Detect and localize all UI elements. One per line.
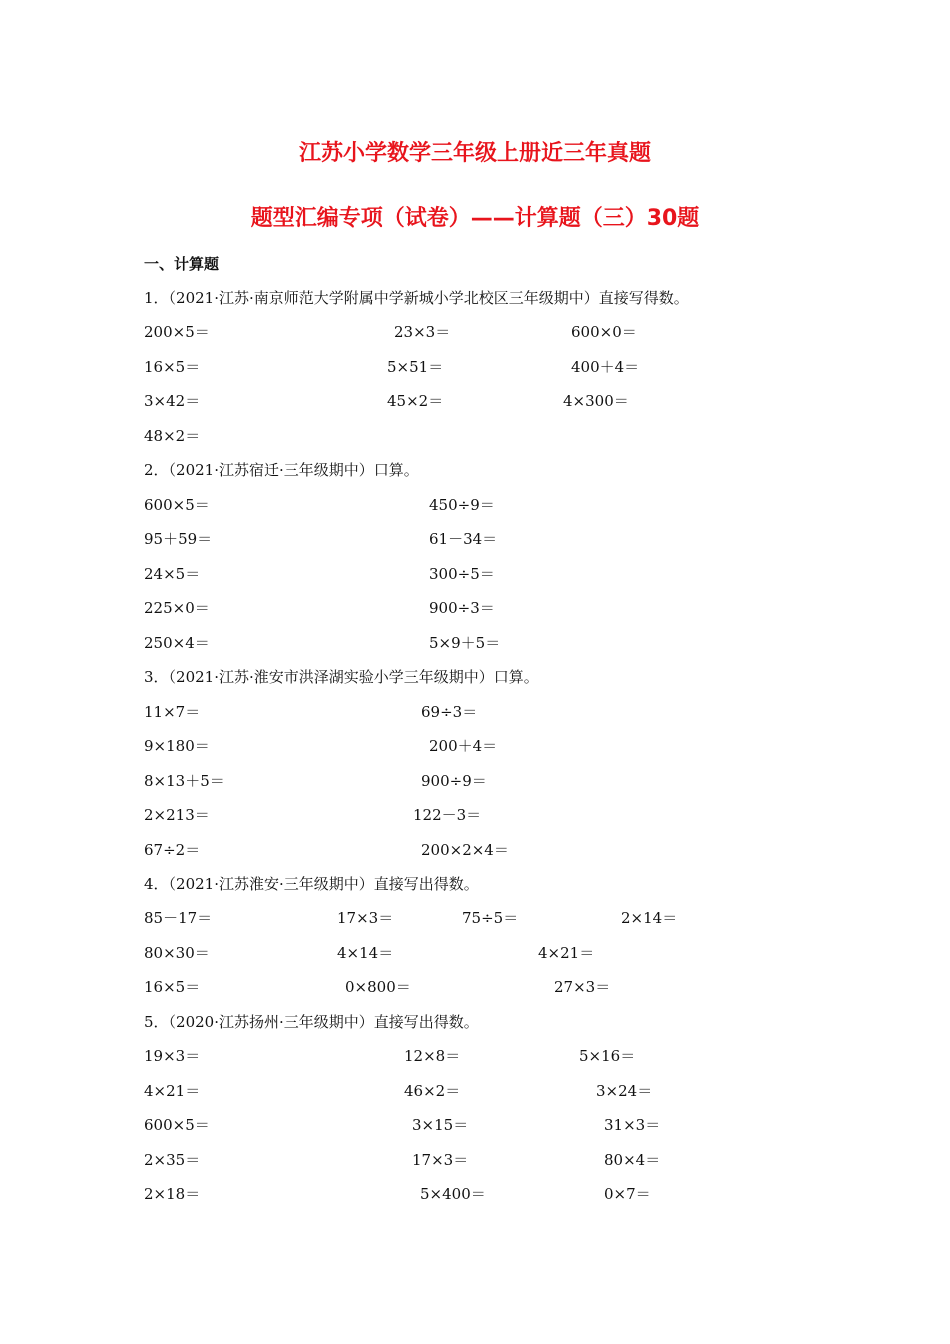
q3-r1-c2: 69÷3＝ xyxy=(421,703,478,721)
q5-r1-c2: 12×8＝ xyxy=(404,1047,461,1065)
q1-r3-c3: 4×300＝ xyxy=(563,392,629,410)
q5-r5-c2: 5×400＝ xyxy=(420,1185,486,1203)
q5-r2-c2: 46×2＝ xyxy=(404,1082,461,1100)
q4-r1-c1: 85－17＝ xyxy=(144,909,213,927)
question-1-header: 1．（2021·江苏·南京师范大学附属中学新城小学北校区三年级期中）直接写得数。 xyxy=(144,289,689,307)
q5-r4-c3: 80×4＝ xyxy=(604,1151,661,1169)
q4-r3-c2: 0×800＝ xyxy=(345,978,411,996)
q5-r5-c3: 0×7＝ xyxy=(604,1185,651,1203)
q3-r5-c1: 67÷2＝ xyxy=(144,841,201,859)
q5-r3-c1: 600×5＝ xyxy=(144,1116,210,1134)
q2-r4-c1: 225×0＝ xyxy=(144,599,210,617)
q1-r1-c2: 23×3＝ xyxy=(394,323,451,341)
q3-r3-c2: 900÷9＝ xyxy=(421,772,487,790)
q2-r3-c2: 300÷5＝ xyxy=(429,565,495,583)
q5-r5-c1: 2×18＝ xyxy=(144,1185,201,1203)
q2-r5-c1: 250×4＝ xyxy=(144,634,210,652)
q1-r2-c3: 400＋4＝ xyxy=(571,358,640,376)
q2-r2-c1: 95＋59＝ xyxy=(144,530,213,548)
question-5-header: 5．（2020·江苏扬州·三年级期中）直接写出得数。 xyxy=(144,1013,479,1031)
q3-r1-c1: 11×7＝ xyxy=(144,703,201,721)
q2-r1-c2: 450÷9＝ xyxy=(429,496,495,514)
q3-r2-c1: 9×180＝ xyxy=(144,737,210,755)
q1-r2-c2: 5×51＝ xyxy=(387,358,444,376)
title-line-2: 题型汇编专项（试卷）——计算题（三）30题 xyxy=(250,206,700,231)
q1-r2-c1: 16×5＝ xyxy=(144,358,201,376)
q5-r3-c3: 31×3＝ xyxy=(604,1116,661,1134)
q2-r4-c2: 900÷3＝ xyxy=(429,599,495,617)
q2-r1-c1: 600×5＝ xyxy=(144,496,210,514)
section-heading: 一、计算题 xyxy=(144,255,220,273)
q4-r3-c3: 27×3＝ xyxy=(554,978,611,996)
q3-r2-c2: 200＋4＝ xyxy=(429,737,498,755)
question-2-header: 2．（2021·江苏宿迁·三年级期中）口算。 xyxy=(144,461,419,479)
q2-r3-c1: 24×5＝ xyxy=(144,565,201,583)
q2-r5-c2: 5×9＋5＝ xyxy=(429,634,501,652)
q1-r3-c2: 45×2＝ xyxy=(387,392,444,410)
q4-r2-c3: 4×21＝ xyxy=(538,944,595,962)
q1-r1-c1: 200×5＝ xyxy=(144,323,210,341)
q5-r2-c1: 4×21＝ xyxy=(144,1082,201,1100)
question-3-header: 3．（2021·江苏·淮安市洪泽湖实验小学三年级期中）口算。 xyxy=(144,668,539,686)
q5-r4-c2: 17×3＝ xyxy=(412,1151,469,1169)
q3-r3-c1: 8×13＋5＝ xyxy=(144,772,225,790)
q4-r2-c1: 80×30＝ xyxy=(144,944,210,962)
title-line-1: 江苏小学数学三年级上册近三年真题 xyxy=(298,141,651,166)
q3-r4-c1: 2×213＝ xyxy=(144,806,210,824)
q4-r1-c4: 2×14＝ xyxy=(621,909,678,927)
question-4-header: 4．（2021·江苏淮安·三年级期中）直接写出得数。 xyxy=(144,875,479,893)
q5-r1-c1: 19×3＝ xyxy=(144,1047,201,1065)
q1-r3-c1: 3×42＝ xyxy=(144,392,201,410)
q4-r1-c2: 17×3＝ xyxy=(337,909,394,927)
q4-r1-c3: 75÷5＝ xyxy=(462,909,519,927)
q5-r4-c1: 2×35＝ xyxy=(144,1151,201,1169)
q4-r2-c2: 4×14＝ xyxy=(337,944,394,962)
q3-r5-c2: 200×2×4＝ xyxy=(421,841,509,859)
q4-r3-c1: 16×5＝ xyxy=(144,978,201,996)
q3-r4-c2: 122－3＝ xyxy=(413,806,482,824)
q2-r2-c2: 61－34＝ xyxy=(429,530,498,548)
q1-r1-c3: 600×0＝ xyxy=(571,323,637,341)
q5-r3-c2: 3×15＝ xyxy=(412,1116,469,1134)
q5-r1-c3: 5×16＝ xyxy=(579,1047,636,1065)
q1-r4-c1: 48×2＝ xyxy=(144,427,201,445)
q5-r2-c3: 3×24＝ xyxy=(596,1082,653,1100)
